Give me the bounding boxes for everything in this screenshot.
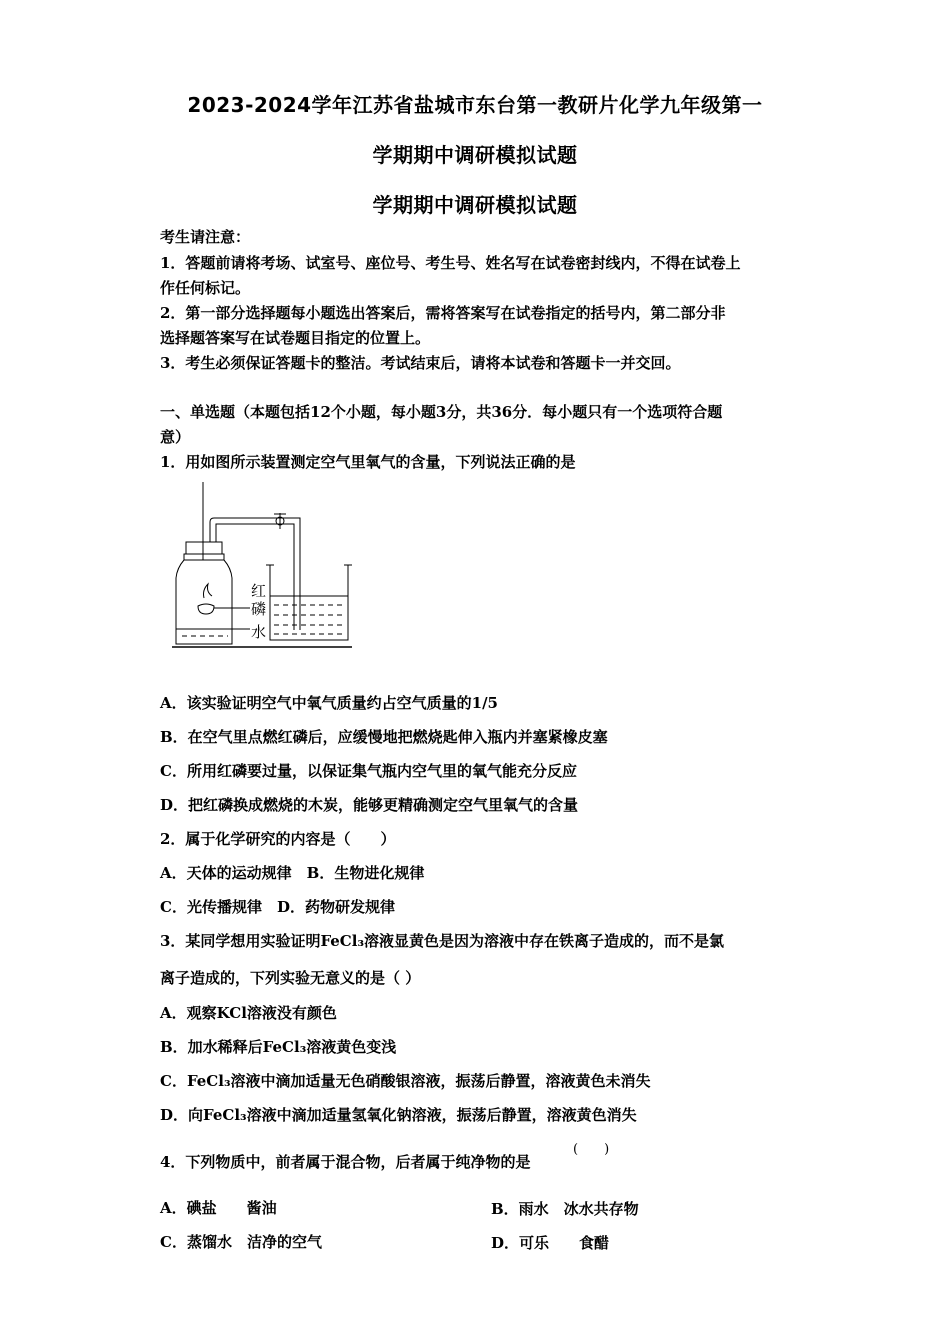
flame-icon [204,584,213,598]
notice-item2-cont: 选择题答案写在试卷题目指定的位置上。 [160,329,431,347]
figure-label-phosphorus: 磷 [251,600,267,618]
notice-item1-cont: 作任何标记。 [160,279,251,297]
q2-options-row1: A．天体的运动规律 B．生物进化规律 [160,864,425,882]
q4-option-c: C．蒸馏水 洁净的空气 [160,1233,322,1251]
q4-option-d: D．可乐 食醋 [491,1234,610,1252]
q1-stem: 1．用如图所示装置测定空气里氧气的含量，下列说法正确的是 [160,453,576,471]
q4-answer-paren: ( ) [573,1142,610,1157]
figure-label-red: 红 [251,582,267,600]
exam-title-line1: 2023-2024学年江苏省盐城市东台第一教研片化学九年级第一 [187,93,763,117]
q4-option-a: A．碘盐 酱油 [160,1199,277,1217]
q3-stem-cont: 离子造成的，下列实验无意义的是（ ） [160,969,421,987]
section-heading: 一、单选题（本题包括12个小题，每小题3分，共36分．每小题只有一个选项符合题 [160,403,723,421]
q2-options-row2: C．光传播规律 D．药物研发规律 [160,898,395,916]
q1-option-c: C．所用红磷要过量，以保证集气瓶内空气里的氧气能充分反应 [160,762,577,780]
q3-option-c: C．FeCl₃溶液中滴加适量无色硝酸银溶液，振荡后静置，溶液黄色未消失 [160,1072,651,1090]
section-heading-cont: 意） [160,428,191,446]
exam-title-line3: 学期期中调研模拟试题 [372,193,578,217]
q2-stem: 2．属于化学研究的内容是（ ） [160,830,396,848]
beaker [270,565,348,640]
q1-option-b: B．在空气里点燃红磷后，应缓慢地把燃烧匙伸入瓶内并塞紧橡皮塞 [160,728,608,746]
q1-option-a: A．该实验证明空气中氧气质量约占空气质量的1/5 [160,694,498,712]
q3-option-d: D．向FeCl₃溶液中滴加适量氢氧化钠溶液，振荡后静置，溶液黄色消失 [160,1106,637,1124]
exam-title-line2: 学期期中调研模拟试题 [372,143,578,167]
q1-apparatus-figure [170,480,355,652]
notice-heading: 考生请注意： [160,228,251,246]
notice-item3: 3．考生必须保证答题卡的整洁。考试结束后，请将本试卷和答题卡一并交回。 [160,354,681,372]
notice-item2: 2．第一部分选择题每小题选出答案后，需将答案写在试卷指定的括号内，第二部分非 [160,304,726,322]
bottle-neck [184,554,224,560]
gas-collecting-bottle [176,560,232,644]
q3-option-b: B．加水稀释后FeCl₃溶液黄色变浅 [160,1038,397,1056]
q4-option-b: B．雨水 冰水共存物 [491,1200,639,1218]
q3-stem: 3．某同学想用实验证明FeCl₃溶液显黄色是因为溶液中存在铁离子造成的，而不是氯 [160,932,725,950]
figure-label-water: 水 [251,623,267,641]
notice-item1: 1．答题前请将考场、试室号、座位号、考生号、姓名写在试卷密封线内，不得在试卷上 [160,254,741,272]
q4-stem: 4．下列物质中，前者属于混合物，后者属于纯净物的是 [160,1153,531,1171]
combustion-spoon [198,604,214,614]
q3-option-a: A．观察KCl溶液没有颜色 [160,1004,337,1022]
rubber-stopper [186,542,222,554]
q1-option-d: D．把红磷换成燃烧的木炭，能够更精确测定空气里氧气的含量 [160,796,579,814]
